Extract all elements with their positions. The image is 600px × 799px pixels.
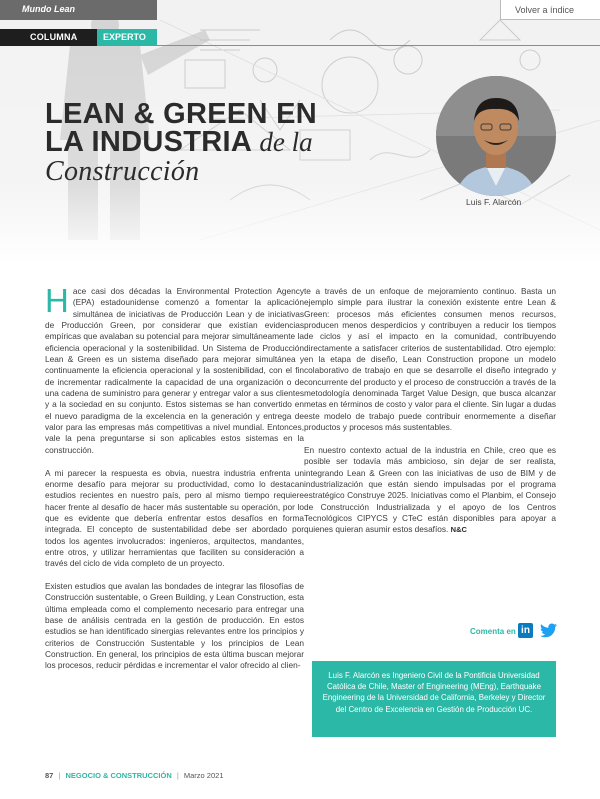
category-primary-tag <box>0 29 97 46</box>
title-line-2 <box>45 128 317 156</box>
title-line-3: Construcción <box>45 156 200 187</box>
issue-date: Marzo 2021 <box>183 771 224 780</box>
paragraph-4: te a través de un enfoque de mejoramiento continuo. Basta un ejemplo simple para ilustrar la conexión existente entre Lean & Green: procesos más eficientes consumen menos recursos, producen menos desperdicios y contribuyen a reducir los tiempos de ciclos y así el impacto en la comunidad, contribuyendo directamente a satisfacer criterios de sustentabilidad. Otro ejemplo: en la etapa de diseño, Lean Construction propone un modelo colaborativo de trabajo en que se desarrolle el diseño integrado y concurrente del producto y el proceso de construcción a través de la metodología denominada Target Value Design, que busca alcanzar metas en términos de costo y valor para el cliente. Sin lugar a dudas este modelo de trabajo puede contribuir enormemente a diseñar productos y procesos más sustentables. <box>304 286 556 433</box>
paragraph-5-text: En nuestro contexto actual de la industria en Chile, creo que es posible ser todavía más ambicioso, sin dejar de ser realista, integrando Lean & Green con las iniciativas de uso de BIM y de industrialización que están siendo impulsadas por el programa estratégico Construye 2025. Iniciativas como el Planbim, el Consejo de Construcción Industrializada y el apoyo de los Centros Tecnológicos CIPYCS y CTeC están disponibles para apoyar a quienes quieran asumir estos desafíos. <box>304 444 556 535</box>
paragraph-5 <box>304 445 556 536</box>
paragraph-1-text: ace casi dos décadas la Environmental Protection Agency (EPA) estadounidense comenzó a fomentar la aplicación simultánea de iniciativas de Producción Lean y de iniciativas de Producción Green, por considerar que existían evidencias empíricas que avalaban su potencial para mejorar simultáneamente la eficiencia operacional y la sostenibilidad. Un Sistema de Producción Lean & Green es un sistema diseñado para mejorar simultánea y continuamente la eficiencia operacional y la sostenibilidad, con el fin de incrementar radicalmente la capacidad de una organización o de una cadena de suministro para generar y entregar valor a sus clientes y a la sociedad en su conjunto. Estos sistemas se han convertido en el nuevo paradigma de la excelencia en la generación y entrega de valor para las empresas más competitivas a nivel mundial. Entonces, vale la pena preguntarse si son aplicables estos sistemas en la construcción. <box>45 286 304 455</box>
twitter-icon[interactable] <box>540 623 557 638</box>
section-label <box>0 0 157 20</box>
end-mark: N&C <box>450 525 467 535</box>
paragraph-3: Existen estudios que avalan las bondades de integrar las filosofías de Construcción sustentable, o Green Building, y Lean Construction, esta última empleada como el complemento necesario para entregar una base de análisis centrada en la gestión de producción. En estos estudios se han identificado sinergias relevantes entre los principios y criterios de Construcción Sustentable y los principios de Lean Construction. En general, los principios de esta última buscan mejorar los procesos, reducir pérdidas e incrementar el valor ofrecido al clien- <box>45 580 304 671</box>
author-name: Luis F. Alarcón <box>466 197 522 207</box>
article-title <box>45 100 317 188</box>
category-primary-label: COLUMNA <box>30 32 78 42</box>
drop-cap: H <box>45 282 69 319</box>
footer-separator: | <box>176 771 179 780</box>
section-title: Mundo Lean <box>22 4 75 14</box>
back-link-label[interactable]: Volver a índice <box>515 5 575 15</box>
share-label: Comenta en <box>470 627 516 636</box>
title-line-2-bold: LA INDUSTRIA <box>45 126 252 158</box>
page-footer <box>45 771 224 780</box>
footer-separator: | <box>58 771 61 780</box>
paragraph-2: A mi parecer la respuesta es obvia, nuestra industria enfrenta un enorme desafío para mejorar su productividad, como lo destacan estudios recientes en nuestro país, pero al mismo tiempo requiere hacer frente al desafío de hacer más sustentable su operación, por lo que es evidente que debería enfrentar estos desafíos en forma integrada. El concepto de sustentabilidad debe ser abordado por todos los agentes involucrados: ingenieros, arquitectos, mandantes, entre otros, y utilizar herramientas que faciliten su consideración a través del ciclo de vida completo de un proyecto. <box>45 467 304 569</box>
article-column-left <box>45 282 304 683</box>
author-bio-text: Luis F. Alarcón es Ingeniero Civil de la Pontificia Universidad Católica de Chile, Master of Engineering (MEng), Earthquake Engineering de la Universidad de California, Berkeley y Director del Centro de Excelencia en Gestión de Producción UC. <box>322 671 546 714</box>
author-bio-box <box>312 661 556 737</box>
category-secondary-label: EXPERTO <box>103 32 146 42</box>
article-column-right <box>304 286 556 547</box>
category-secondary-tag <box>97 29 157 46</box>
header-divider <box>157 45 600 46</box>
publication-name: NEGOCIO & CONSTRUCCIÓN <box>65 771 172 780</box>
paragraph-1 <box>45 282 304 456</box>
linkedin-icon[interactable]: in <box>518 623 533 638</box>
title-line-1: LEAN & GREEN EN <box>45 98 317 130</box>
page-number: 87 <box>45 771 54 780</box>
title-line-2-italic: de la <box>259 127 313 157</box>
back-to-index-link[interactable] <box>500 0 600 20</box>
author-portrait <box>436 76 556 196</box>
